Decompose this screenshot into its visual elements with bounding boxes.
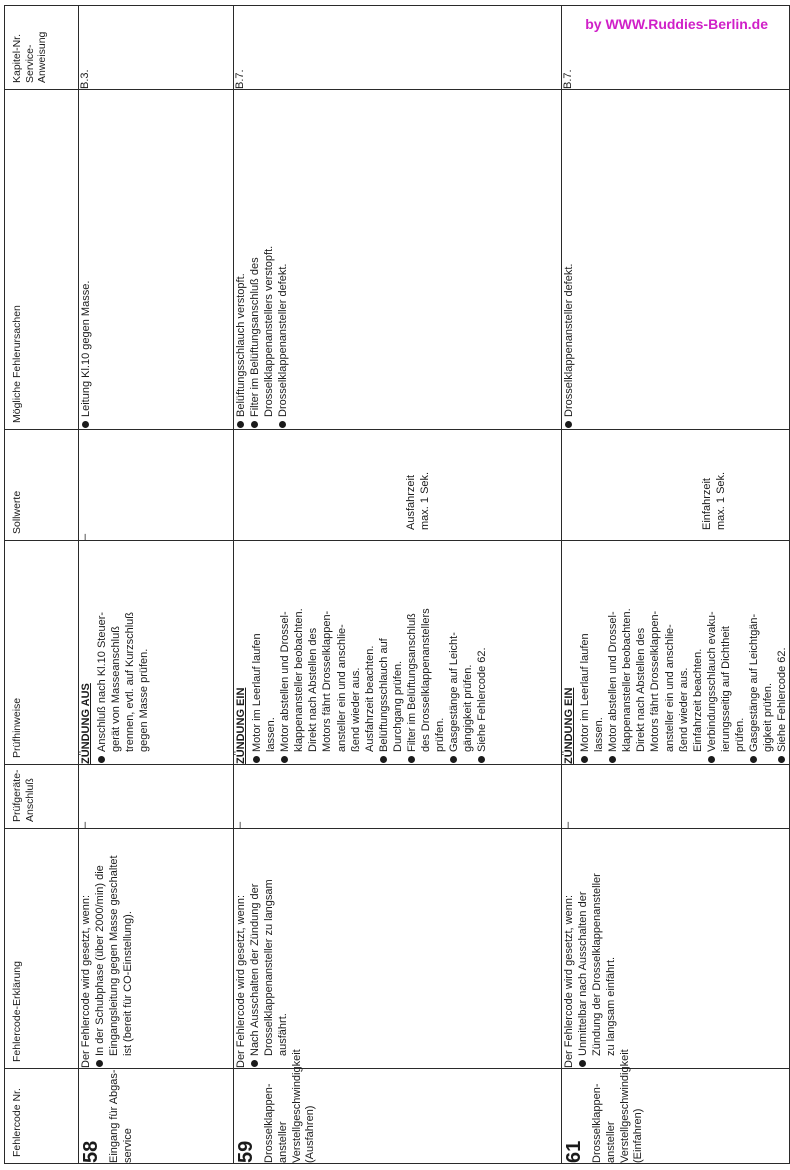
fault-code-number: 58 — [80, 1140, 102, 1163]
setpoint-value: Ausfahrzeit max. 1 Sek. — [405, 471, 432, 530]
procedure-title: ZÜNDUNG AUS — [80, 683, 92, 764]
fault-code-number: 61 — [563, 1140, 585, 1163]
table-row — [562, 6, 790, 1164]
setpoint-cell — [234, 430, 562, 541]
header-setpoints: Sollwerte — [5, 430, 79, 541]
cause-item: Leitung Kl.10 gegen Masse. — [79, 90, 93, 429]
procedure-list — [250, 541, 489, 764]
website-credit: by WWW.Ruddies-Berlin.de — [585, 16, 768, 32]
explanation-cell — [562, 829, 790, 1069]
connector-cell: – — [562, 765, 790, 829]
fault-code-name: Eingang für Abgas- service — [108, 1069, 134, 1163]
explanation-intro: Der Fehlercode wird gesetzt, wenn: — [563, 894, 575, 1068]
causes-cell — [234, 90, 562, 430]
chapter-cell: B.3. — [79, 6, 234, 90]
procedure-item: Belüftungsschlauch auf Durchgang prüfen. — [377, 541, 405, 764]
procedure-item: Filter im Belüftungsanschluß des Drosselklappenanstellers prüfen. — [405, 541, 447, 764]
cause-item: Filter im Belüftungsanschluß des Drosselklappenanstellers verstopft. — [248, 90, 276, 429]
fault-code-name: Drosselklappen- ansteller Verstellgeschwindigkeit (Ausfahren) — [263, 1049, 317, 1163]
setpoint-value: Einfahrzeit max. 1 Sek. — [701, 471, 728, 530]
fault-code-cell — [234, 1049, 562, 1164]
causes-cell — [562, 90, 790, 430]
procedure-list — [95, 541, 151, 764]
explanation-intro: Der Fehlercode wird gesetzt, wenn: — [235, 894, 247, 1068]
procedure-item: Siehe Fehlercode 62. — [775, 541, 789, 764]
fault-code-cell — [562, 1049, 790, 1164]
procedure-title: ZÜNDUNG EIN — [235, 687, 247, 764]
header-connector: Prüfgeräte- Anschluß — [5, 765, 79, 829]
procedure-list — [578, 541, 789, 764]
connector-cell: – — [234, 765, 562, 829]
procedure-item: Motor im Leerlauf laufen lassen. — [578, 541, 606, 764]
procedure-item: Siehe Fehlercode 62. — [475, 541, 489, 764]
explanation-list — [248, 829, 290, 1068]
table-row — [234, 6, 562, 1164]
header-row — [5, 6, 79, 1164]
header-procedure: Prüfhinweise — [5, 541, 79, 765]
setpoint-cell: – — [79, 430, 234, 541]
explanation-list — [576, 829, 618, 1068]
procedure-item: Gasgestänge auf Leichtgän- gigkeit prüfen. — [747, 541, 775, 764]
procedure-cell — [234, 541, 562, 765]
causes-list — [562, 90, 576, 429]
table-row — [79, 6, 234, 1164]
header-explanation: Fehlercode-Erklärung — [5, 829, 79, 1069]
explanation-intro: Der Fehlercode wird gesetzt, wenn: — [80, 894, 92, 1068]
procedure-item: Verbindungsschlauch evaku- ierungsseitig auf Dichtheit prüfen. — [705, 541, 747, 764]
procedure-item: Anschluß nach Kl.10 Steuer- gerät von Masseanschluß trennen, evtl. auf Kurzschluß gegen Masse prüfen. — [95, 541, 151, 764]
causes-list — [234, 90, 290, 429]
cause-item: Belüftungsschlauch verstopft. — [234, 90, 248, 429]
chapter-cell: B.7. — [562, 6, 790, 90]
explanation-item: Nach Ausschalten der Zündung der Drosselklappenansteller zu langsam ausfährt. — [248, 829, 290, 1068]
procedure-cell — [562, 541, 790, 765]
fault-code-name: Drosselklappen- ansteller Verstellgeschwindigkeit (Einfahren) — [591, 1049, 645, 1163]
explanation-item: In der Schubphase (über 2000/min) die Eingangsleitung gegen Masse geschaltet ist (bereit für CO-Einstellung). — [93, 829, 135, 1068]
setpoint-cell — [562, 430, 790, 541]
chapter-cell: B.7. — [234, 6, 562, 90]
procedure-cell — [79, 541, 234, 765]
explanation-cell — [79, 829, 234, 1069]
connector-cell: – — [79, 765, 234, 829]
procedure-item: Motor im Leerlauf laufen lassen. — [250, 541, 278, 764]
cause-item: Drosselklappenansteller defekt. — [276, 90, 290, 429]
procedure-item: Gasgestänge auf Leicht- gängigkeit prüfen. — [447, 541, 475, 764]
header-chapter: Kapitel-Nr. Service- Anweisung — [5, 6, 79, 90]
explanation-cell — [234, 829, 562, 1069]
cause-item: Drosselklappenansteller defekt. — [562, 90, 576, 429]
fault-code-table — [4, 5, 790, 1164]
header-code: Fehlercode Nr. — [5, 1069, 79, 1164]
fault-code-cell — [79, 1069, 234, 1164]
causes-list — [79, 90, 93, 429]
causes-cell — [79, 90, 234, 430]
procedure-title: ZÜNDUNG EIN — [563, 687, 575, 764]
fault-code-number: 59 — [235, 1140, 257, 1163]
explanation-item: Unmittelbar nach Ausschalten der Zündung der Drosselklappenansteller zu langsam einfährt. — [576, 829, 618, 1068]
explanation-list — [93, 829, 135, 1068]
procedure-item: Motor abstellen und Drossel- klappenansteller beobachten. Direkt nach Abstellen des Motors fährt Drosselklappen- ansteller ein und anschlie- ßend wieder aus. Einfahrzeit beachten. — [606, 541, 705, 764]
procedure-item: Motor abstellen und Drossel- klappenansteller beobachten. Direkt nach Abstellen des Motors fährt Drosselklappen- ansteller ein und anschlie- ßend wieder aus. Ausfahrzeit beachten. — [278, 541, 377, 764]
header-causes: Mögliche Fehlerursachen — [5, 90, 79, 430]
